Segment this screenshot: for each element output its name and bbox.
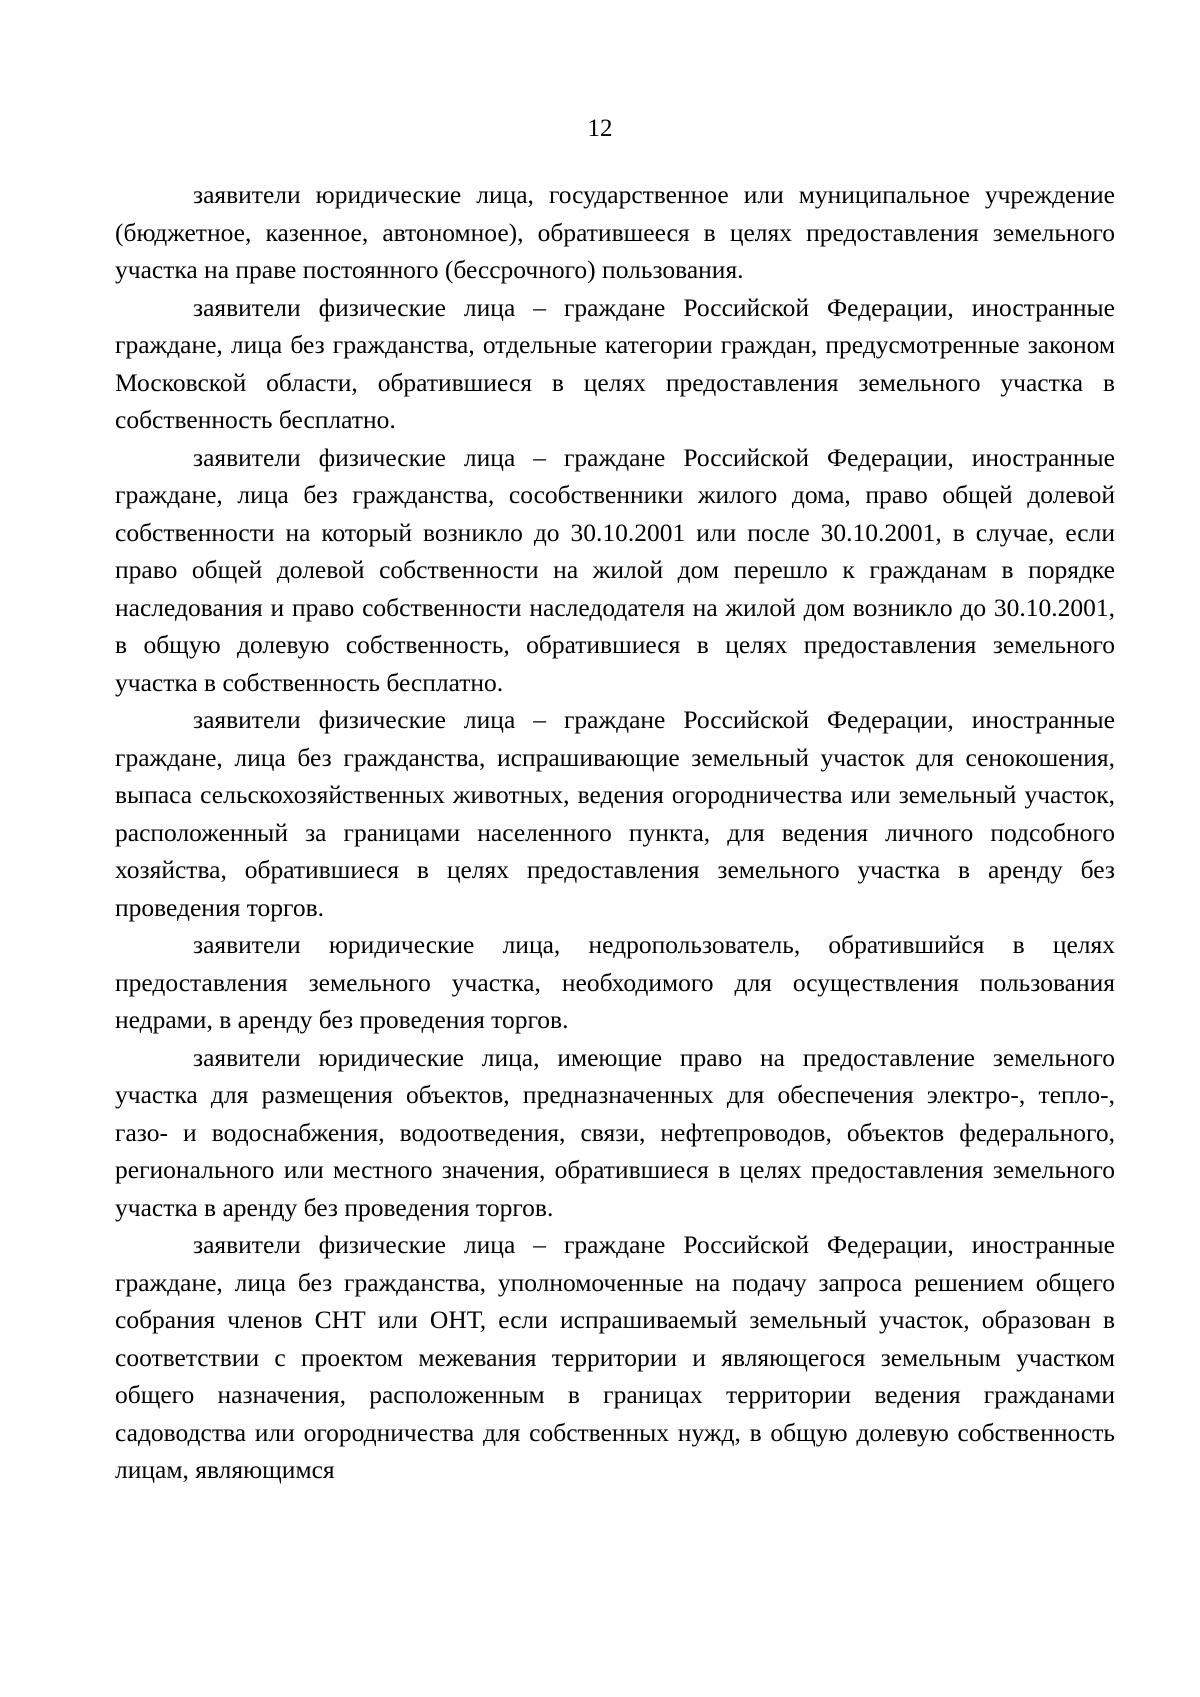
paragraph-utility-objects: заявители юридические лица, имеющие право на предоставление земельного участка для размещения объектов, предназначенных для обеспечения электро-, тепло-, газо- и водоснабжения, водоотведения, связи, нефтепроводов, объектов федерального, регионального или местного значения, обратившиеся в целях предоставления земельного участка в аренду без проведения торгов. bbox=[115, 1042, 1115, 1222]
paragraph-individuals-lease-agriculture: заявители физические лица – граждане Российской Федерации, иностранные граждане, лица без гражданства, испрашивающие земельный участок для сенокошения, выпаса сельскохозяйственных животных, ведения огородничества или земельный участок, расположенный за границами населенного пункта, для ведения личного подсобного хозяйства, обратившиеся в целях предоставления земельного участка в аренду без проведения торгов. bbox=[115, 705, 1115, 922]
page-number: 12 bbox=[587, 115, 613, 142]
paragraph-co-owners-house: заявители физические лица – граждане Российской Федерации, иностранные граждане, лица без гражданства, сособственники жилого дома, право общей долевой собственности на который возникло до 30.10.2001 или после 30.10.2001, в случае, если право общей долевой собственности на жилой дом перешло к гражданам в порядке наследования и право собственности наследодателя на жилой дом возникло до 30.10.2001, в общую долевую собственность, обратившиеся в целях предоставления земельного участка в собственность бесплатно. bbox=[115, 442, 1115, 697]
document-body bbox=[115, 176, 1115, 1489]
paragraph-subsoil-user: заявители юридические лица, недропользователь, обратившийся в целях предоставления земельного участка, необходимого для осуществления пользования недрами, в аренду без проведения торгов. bbox=[115, 930, 1115, 1034]
paragraph-legal-entities-permanent-use: заявители юридические лица, государственное или муниципальное учреждение (бюджетное, казенное, автономное), обратившееся в целях предоставления земельного участка на праве постоянного (бессрочного) пользования. bbox=[115, 180, 1115, 284]
paragraph-individuals-free-ownership: заявители физические лица – граждане Российской Федерации, иностранные граждане, лица без гражданства, отдельные категории граждан, предусмотренные законом Московской области, обратившиеся в целях предоставления земельного участка в собственность бесплатно. bbox=[115, 292, 1115, 434]
paragraph-snt-ont-members: заявители физические лица – граждане Российской Федерации, иностранные граждане, лица без гражданства, уполномоченные на подачу запроса решением общего собрания членов СНТ или ОНТ, если испрашиваемый земельный участок, образован в соответствии с проектом межевания территории и являющегося земельным участком общего назначения, расположенным в границах территории ведения гражданами садоводства или огородничества для собственных нужд, в общую долевую собственность лицам, являющимся bbox=[115, 1230, 1115, 1484]
